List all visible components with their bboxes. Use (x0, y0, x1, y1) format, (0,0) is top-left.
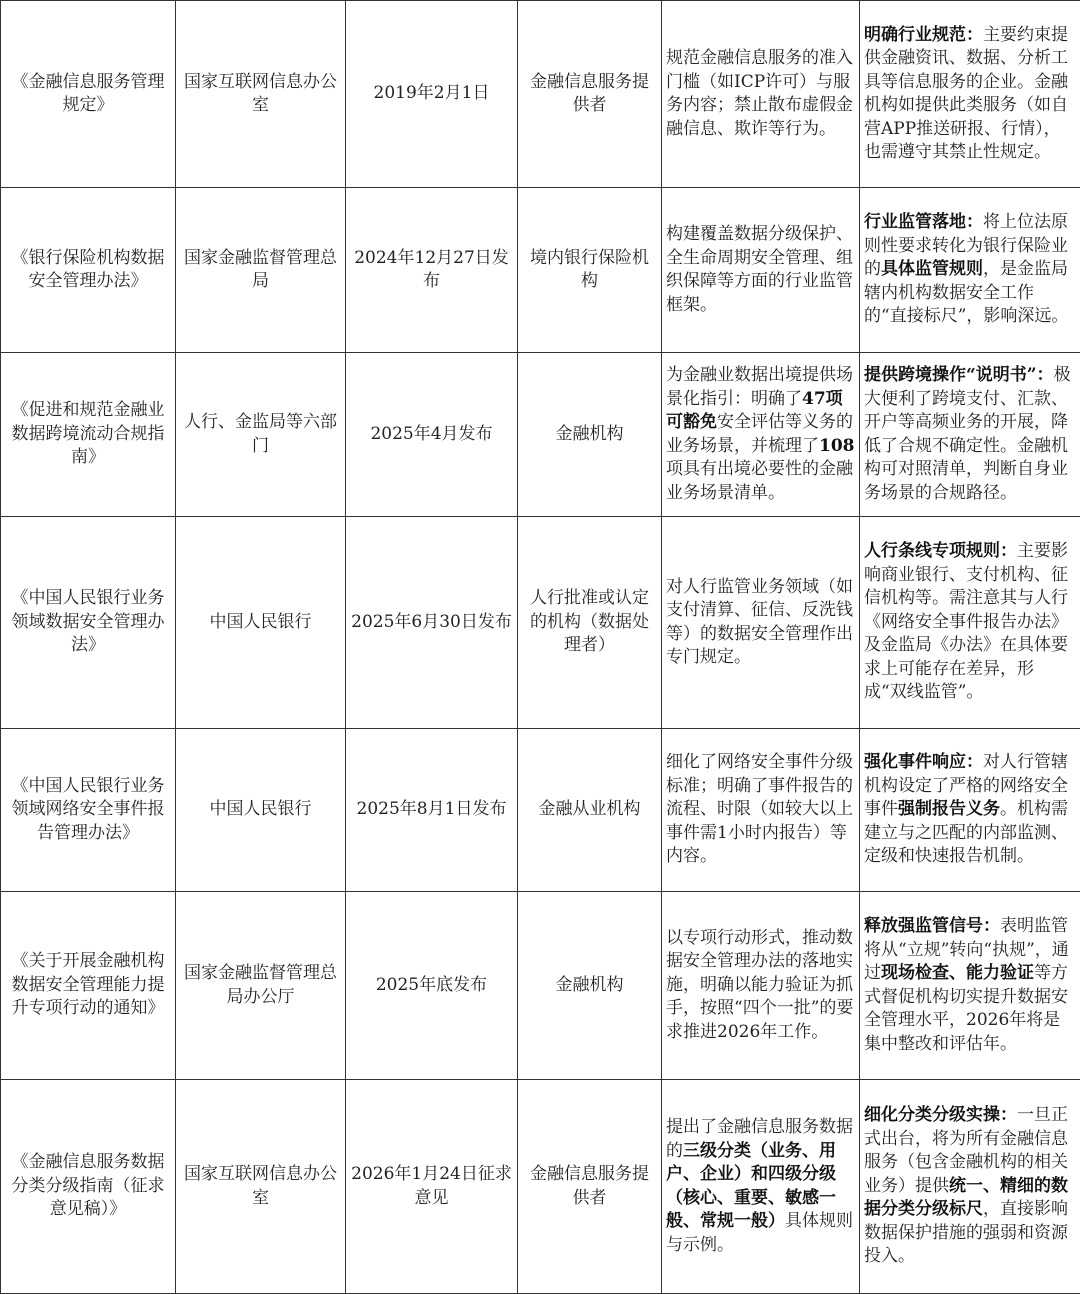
text: 构建覆盖数据分级保护、全生命周期安全管理、组织保障等方面的行业监管框架。 (666, 224, 853, 315)
text: 对人行管辖机构设定了严格的网络安全事件 (864, 752, 1068, 819)
bold-text: 细化分类分级实操： (864, 1105, 1017, 1125)
core-content (662, 729, 860, 892)
impact-analysis (860, 1080, 1080, 1294)
table-row (1, 1080, 1080, 1294)
impact-analysis (860, 729, 1080, 892)
text: 提出了金融信息服务数据的 (666, 1117, 853, 1161)
applicable-entity: 人行批准或认定的机构（数据处理者） (518, 517, 662, 729)
regulation-title: 《银行保险机构数据安全管理办法》 (1, 188, 176, 353)
issuing-authority: 国家金融监督管理总局办公厅 (176, 892, 346, 1080)
bold-text: 47项可豁免 (666, 389, 843, 433)
text: 安全评估等义务的业务场景，并梳理了 (666, 412, 853, 456)
impact-analysis (860, 892, 1080, 1080)
table-row (1, 1, 1080, 188)
table-row (1, 353, 1080, 517)
table-row (1, 188, 1080, 353)
text: 细化了网络安全事件分级标准；明确了事件报告的流程、时限（如较大以上事件需1小时内报告）等内容。 (666, 752, 853, 866)
issuing-authority: 国家互联网信息办公室 (176, 1080, 346, 1294)
issuing-authority: 国家金融监督管理总局 (176, 188, 346, 353)
core-content (662, 353, 860, 517)
effective-date: 2025年4月发布 (346, 353, 518, 517)
effective-date: 2025年6月30日发布 (346, 517, 518, 729)
impact-analysis (860, 188, 1080, 353)
bold-text: 行业监管落地： (864, 212, 983, 232)
effective-date: 2024年12月27日发布 (346, 188, 518, 353)
text: 一旦正式出台，将为所有金融信息服务（包含金融机构的相关业务）提供 (864, 1105, 1068, 1196)
text: 等方式督促机构切实提升数据安全管理水平，2026年将是集中整改和评估年。 (864, 963, 1068, 1054)
applicable-entity: 境内银行保险机构 (518, 188, 662, 353)
regulation-title: 《促进和规范金融业数据跨境流动合规指南》 (1, 353, 176, 517)
bold-text: 人行条线专项规则： (864, 541, 1017, 561)
table-row (1, 729, 1080, 892)
text: 具体规则与示例。 (666, 1211, 853, 1255)
text: 以专项行动形式，推动数据安全管理办法的落地实施，明确以能力验证为抓手，按照“四个一批”的要求推进2026年工作。 (666, 928, 853, 1042)
regulation-title: 《中国人民银行业务领域网络安全事件报告管理办法》 (1, 729, 176, 892)
regulation-title: 《中国人民银行业务领域数据安全管理办法》 (1, 517, 176, 729)
core-content (662, 892, 860, 1080)
text: 主要影响商业银行、支付机构、征信机构等。需注意其与人行《网络安全事件报告办法》及金监局《办法》在具体要求上可能存在差异，形成“双线监管”。 (864, 541, 1068, 702)
text: ，直接影响数据保护措施的强弱和资源投入。 (864, 1199, 1068, 1266)
core-content (662, 1080, 860, 1294)
applicable-entity: 金融信息服务提供者 (518, 1, 662, 188)
effective-date: 2025年8月1日发布 (346, 729, 518, 892)
text: 为金融业数据出境提供场景化指引：明确了 (666, 365, 853, 409)
text: ，是金监局辖内机构数据安全工作的“直接标尺”，影响深远。 (864, 259, 1068, 326)
regulation-title: 《金融信息服务数据分类分级指南（征求意见稿）》 (1, 1080, 176, 1294)
text: 对人行监管业务领域（如支付清算、征信、反洗钱等）的数据安全管理作出专门规定。 (666, 577, 853, 668)
issuing-authority: 人行、金监局等六部门 (176, 353, 346, 517)
applicable-entity: 金融机构 (518, 353, 662, 517)
regulation-title: 《金融信息服务管理规定》 (1, 1, 176, 188)
table-row (1, 517, 1080, 729)
impact-analysis (860, 517, 1080, 729)
bold-text: 108 (819, 436, 855, 456)
issuing-authority: 中国人民银行 (176, 517, 346, 729)
bold-text: 三级分类（业务、用户、企业）和四级分级（核心、重要、敏感一般、常规一般） (666, 1141, 836, 1232)
effective-date: 2019年2月1日 (346, 1, 518, 188)
text: 规范金融信息服务的准入门槛（如ICP许可）与服务内容；禁止散布虚假金融信息、欺诈等行为。 (666, 48, 853, 139)
bold-text: 现场检查、能力验证 (881, 963, 1034, 983)
table-body (1, 1, 1080, 1294)
effective-date: 2025年底发布 (346, 892, 518, 1080)
effective-date: 2026年1月24日征求意见 (346, 1080, 518, 1294)
issuing-authority: 国家互联网信息办公室 (176, 1, 346, 188)
applicable-entity: 金融从业机构 (518, 729, 662, 892)
applicable-entity: 金融机构 (518, 892, 662, 1080)
bold-text: 具体监管规则 (881, 259, 983, 279)
text: 将上位法原则性要求转化为银行保险业的 (864, 212, 1068, 279)
text: 极大便利了跨境支付、汇款、开户等高频业务的开展，降低了合规不确定性。金融机构可对照清单，判断自身业务场景的合规路径。 (864, 365, 1071, 503)
core-content (662, 188, 860, 353)
bold-text: 强制报告义务 (898, 799, 1000, 819)
bold-text: 提供跨境操作“说明书”： (864, 365, 1054, 385)
bold-text: 统一、精细的数据分类分级标尺 (864, 1176, 1068, 1220)
core-content (662, 517, 860, 729)
text: 。机构需建立与之匹配的内部监测、定级和快速报告机制。 (864, 799, 1068, 866)
impact-analysis (860, 353, 1080, 517)
text: 表明监管将从“立规”转向“执规”，通过 (864, 916, 1069, 983)
bold-text: 释放强监管信号： (864, 916, 1000, 936)
bold-text: 明确行业规范： (864, 25, 983, 45)
core-content (662, 1, 860, 188)
text: 主要约束提供金融资讯、数据、分析工具等信息服务的企业。金融机构如提供此类服务（如自营APP推送研报、行情），也需遵守其禁止性规定。 (864, 25, 1068, 163)
regulation-title: 《关于开展金融机构数据安全管理能力提升专项行动的通知》 (1, 892, 176, 1080)
table-row (1, 892, 1080, 1080)
impact-analysis (860, 1, 1080, 188)
applicable-entity: 金融信息服务提供者 (518, 1080, 662, 1294)
bold-text: 强化事件响应： (864, 752, 983, 772)
issuing-authority: 中国人民银行 (176, 729, 346, 892)
text: 项具有出境必要性的金融业务场景清单。 (666, 459, 853, 503)
